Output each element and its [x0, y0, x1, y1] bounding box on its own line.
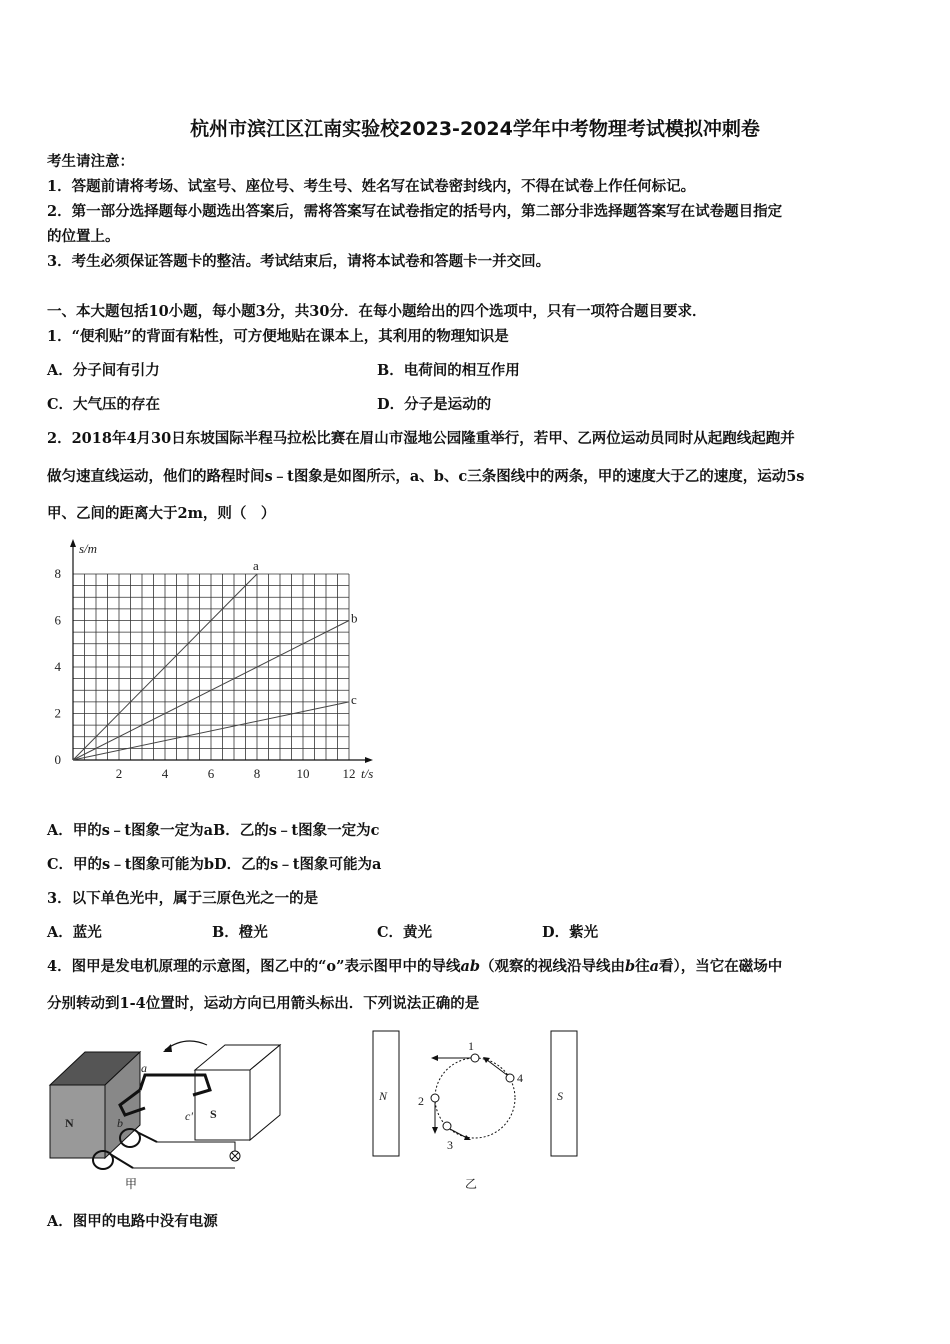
q4-stem-line2: 分别转动到1-4位置时，运动方向已用箭头标出．下列说法正确的是 [47, 995, 480, 1012]
x-tick-label: 12 [342, 766, 356, 781]
q1-stem: 1．“便利贴”的背面有粘性，可方便地贴在课本上，其利用的物理知识是 [47, 328, 509, 345]
q1-option-b: B．电荷间的相互作用 [377, 362, 520, 379]
notice-item-1: 1．答题前请将考场、试室号、座位号、考生号、姓名写在试卷密封线内，不得在试卷上作任何标记。 [47, 178, 696, 195]
q2-stem-line1: 2．2018年4月30日东坡国际半程马拉松比赛在眉山市湿地公园隆重举行，若甲、乙两位运动员同时从起跑线起跑并 [47, 430, 795, 447]
position-4-label: 4 [517, 1071, 523, 1085]
x-tick-label: 8 [253, 766, 261, 781]
figure-jia-caption: 甲 [125, 1177, 138, 1190]
q1-option-c: C．大气压的存在 [47, 396, 161, 413]
q2-stem-line2: 做匀速直线运动，他们的路程时间s﹣t图象是如图所示，a、b、c三条图线中的两条，甲的速度大于乙的速度，运动5s [47, 468, 805, 485]
generator-figure [45, 1030, 295, 1190]
coil-a-label: a [141, 1061, 147, 1075]
y-axis-arrow [70, 539, 76, 547]
notice-item-2: 2．第一部分选择题每小题选出答案后，需将答案写在试卷指定的括号内，第二部分非选择题答案写在试卷题目指定 [47, 203, 783, 220]
q2-stem-line3: 甲、乙间的距离大于2m，则（ ） [47, 505, 276, 522]
position-3-label: 3 [447, 1138, 453, 1152]
st-chart [45, 535, 385, 785]
magnet-n-label: N [65, 1116, 74, 1130]
q1-option-a: A．分子间有引力 [47, 362, 160, 379]
notice-item-3: 3．考生必须保证答题卡的整洁。考试结束后，请将本试卷和答题卡一并交回。 [47, 253, 551, 270]
q4-stem-line1: 4．图甲是发电机原理的示意图，图乙中的“o”表示图甲中的导线ab（观察的视线沿导线由b往a看），当它在磁场中 [47, 958, 783, 975]
q2-options-cd: C．甲的s﹣t图象可能为bD．乙的s﹣t图象可能为a [47, 856, 382, 873]
x-tick-label: 6 [207, 766, 215, 781]
x-tick-label: 4 [161, 766, 169, 781]
x-axis-label: t/s [361, 766, 374, 781]
q3-stem: 3．以下单色光中，属于三原色光之一的是 [47, 890, 319, 907]
figure-yi-caption: 乙 [465, 1177, 478, 1191]
y-axis-label: s/m [79, 541, 98, 556]
series-label-b: b [351, 610, 358, 626]
y-tick-label: 8 [54, 566, 61, 581]
q4-option-a: A．图甲的电路中没有电源 [47, 1213, 218, 1230]
y-tick-label: 6 [54, 612, 61, 628]
magnet-s-label: S [210, 1107, 217, 1121]
coil-b-label: b [117, 1116, 123, 1130]
section-heading: 一、本大题包括10小题，每小题3分，共30分．在每小题给出的四个选项中，只有一项符合题目要求． [47, 303, 707, 320]
y-tick-label: 0 [54, 752, 61, 767]
q3-option-c: C．黄光 [377, 924, 433, 941]
q3-option-b: B．橙光 [212, 924, 268, 941]
y-tick-label: 4 [54, 659, 61, 674]
position-1-label: 1 [468, 1039, 474, 1053]
position-2-label: 2 [418, 1094, 424, 1108]
series-label-c: c [351, 691, 357, 707]
q1-option-d: D．分子是运动的 [377, 396, 492, 413]
notice-heading: 考生请注意： [47, 153, 134, 170]
page-title: 杭州市滨江区江南实验校2023-2024学年中考物理考试模拟冲刺卷 [190, 118, 760, 140]
x-tick-label: 10 [296, 766, 310, 781]
x-tick-label: 2 [115, 766, 123, 781]
series-label-a: a [253, 558, 259, 573]
pole-s-label: S [557, 1089, 563, 1103]
q3-option-d: D．紫光 [542, 924, 599, 941]
pole-n-label: N [379, 1089, 388, 1103]
notice-item-2-cont: 的位置上。 [47, 228, 120, 245]
x-axis-arrow [365, 757, 373, 763]
coil-c-label: c' [185, 1109, 193, 1123]
rotation-figure [365, 1028, 595, 1193]
q2-options-ab: A．甲的s﹣t图象一定为aB．乙的s﹣t图象一定为c [47, 822, 380, 839]
q3-option-a: A．蓝光 [47, 924, 102, 941]
y-tick-label: 2 [54, 705, 61, 721]
